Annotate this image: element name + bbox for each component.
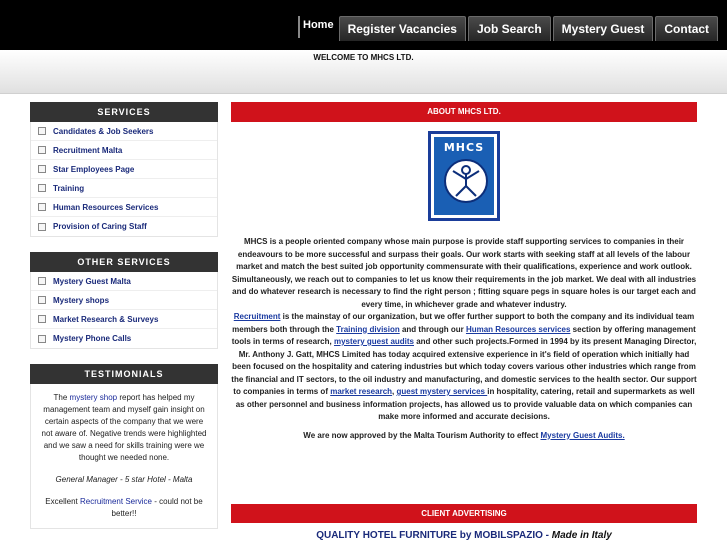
checkbox-icon <box>38 315 46 323</box>
sidebar-item-candidates[interactable]: Candidates & Job Seekers <box>31 122 217 141</box>
mystery-guest-audits-link[interactable]: mystery guest audits <box>333 337 414 346</box>
nav-home[interactable]: Home <box>298 16 337 38</box>
person-icon <box>444 159 488 203</box>
services-heading: SERVICES <box>30 102 218 122</box>
sidebar-item-phone-calls[interactable]: Mystery Phone Calls <box>31 329 217 348</box>
main-nav <box>298 16 718 41</box>
training-division-link[interactable]: Training division <box>336 324 400 334</box>
sidebar-item-market-research[interactable]: Market Research & Surveys <box>31 310 217 329</box>
testimonial-text: The mystery shop report has helped my management team and myself gain insight on certain aspects of the company that we were not aware of. Negative trends were highlighted and we saw a need for skills training were we thought we needed none. <box>41 393 207 462</box>
top-bar <box>0 0 727 50</box>
checkbox-icon <box>38 335 46 343</box>
mhcs-logo <box>428 131 500 221</box>
furniture-ad[interactable]: QUALITY HOTEL FURNITURE by MOBILSPAZIO - Made in Italy <box>316 530 612 541</box>
nav-register-vacancies[interactable]: Register Vacancies <box>339 16 466 41</box>
testimonial-signature: General Manager - 5 star Hotel - Malta <box>55 475 193 484</box>
mystery-shop-link[interactable]: mystery shop <box>69 393 118 402</box>
checkbox-icon <box>38 223 46 231</box>
checkbox-icon <box>38 184 46 192</box>
recruitment-service-link[interactable]: Recruitment Service <box>79 497 152 506</box>
logo-text: MHCS <box>443 141 485 154</box>
checkbox-icon <box>38 277 46 285</box>
sidebar-item-caring-staff[interactable]: Provision of Caring Staff <box>31 217 217 236</box>
client-advertising-heading: CLIENT ADVERTISING <box>231 504 697 523</box>
about-heading: ABOUT MHCS LTD. <box>231 102 697 122</box>
other-services-list <box>30 272 218 349</box>
testimonials-box <box>30 384 218 529</box>
main-content <box>231 102 697 440</box>
nav-contact[interactable]: Contact <box>655 16 718 41</box>
nav-job-search[interactable]: Job Search <box>468 16 551 41</box>
nav-mystery-guest[interactable]: Mystery Guest <box>553 16 654 41</box>
welcome-text: WELCOME TO MHCS LTD. <box>313 53 414 62</box>
hr-services-link[interactable]: Human Resources services <box>465 324 571 334</box>
checkbox-icon <box>38 127 46 135</box>
approved-text: We are now approved by the Malta Tourism Authority to effect Mystery Guest Audits. <box>303 430 625 440</box>
welcome-band <box>0 50 727 94</box>
sidebar-item-mystery-guest[interactable]: Mystery Guest Malta <box>31 272 217 291</box>
mystery-guest-audits-link-2[interactable]: Mystery Guest Audits. <box>540 430 625 440</box>
sidebar <box>30 102 218 529</box>
guest-mystery-services-link[interactable]: guest mystery services <box>396 387 488 396</box>
recruitment-link[interactable]: Recruitment <box>233 312 281 321</box>
checkbox-icon <box>38 203 46 211</box>
sidebar-item-star-employees[interactable]: Star Employees Page <box>31 160 217 179</box>
other-services-heading: OTHER SERVICES <box>30 252 218 272</box>
market-research-link[interactable]: market research <box>330 387 393 396</box>
services-list <box>30 122 218 237</box>
sidebar-item-training[interactable]: Training <box>31 179 217 198</box>
testimonials-heading: TESTIMONIALS <box>30 364 218 384</box>
sidebar-item-recruitment[interactable]: Recruitment Malta <box>31 141 217 160</box>
checkbox-icon <box>38 296 46 304</box>
about-text: MHCS is a people oriented company whose main purpose is provide staff supporting services to companies in their endeavours to be more successful and surpass their goals. Our work starts with seeking staff at all levels of the labour market and match the best suited job opportunity commensurate with their qualifications, experience and work outlook. Simultaneously, we reach out to companies to let us know their requirements in the job market. We deal with all industries and do whatever research is necessary to find the right person ; fitting square pegs in square holes is our target each and every time, in whichever grade and whatever industry. Recruitment is the mainstay of our organization, but we offer further support to both the company and its individual team members both through the Training division and through our Human Resources services section by offering management tools in terms of research, mystery guest audits and other such projects.Formed in 1994 by its present Managing Director, Mr. Anthony J. Gatt, MHCS Limited has today acquired extensive experience in it's field of operation which initially had been focused on the hospitality and catering industries but which today covers various other industries which range from the financial and IT sectors, to the oil industry and manufacturing, and domestic services to the health sector. Our support to companies in terms of market research, guest mystery services in hospitality, catering, retail and supermarkets as well as other personnel and business information projects, has allowed us to provide valuable data on which companies can make more informed and accurate decisions. <box>231 237 697 421</box>
checkbox-icon <box>38 165 46 173</box>
testimonial-text-2: Excellent Recruitment Service - could not be better!! <box>45 497 203 518</box>
sidebar-item-hr-services[interactable]: Human Resources Services <box>31 198 217 217</box>
sidebar-item-mystery-shops[interactable]: Mystery shops <box>31 291 217 310</box>
checkbox-icon <box>38 146 46 154</box>
